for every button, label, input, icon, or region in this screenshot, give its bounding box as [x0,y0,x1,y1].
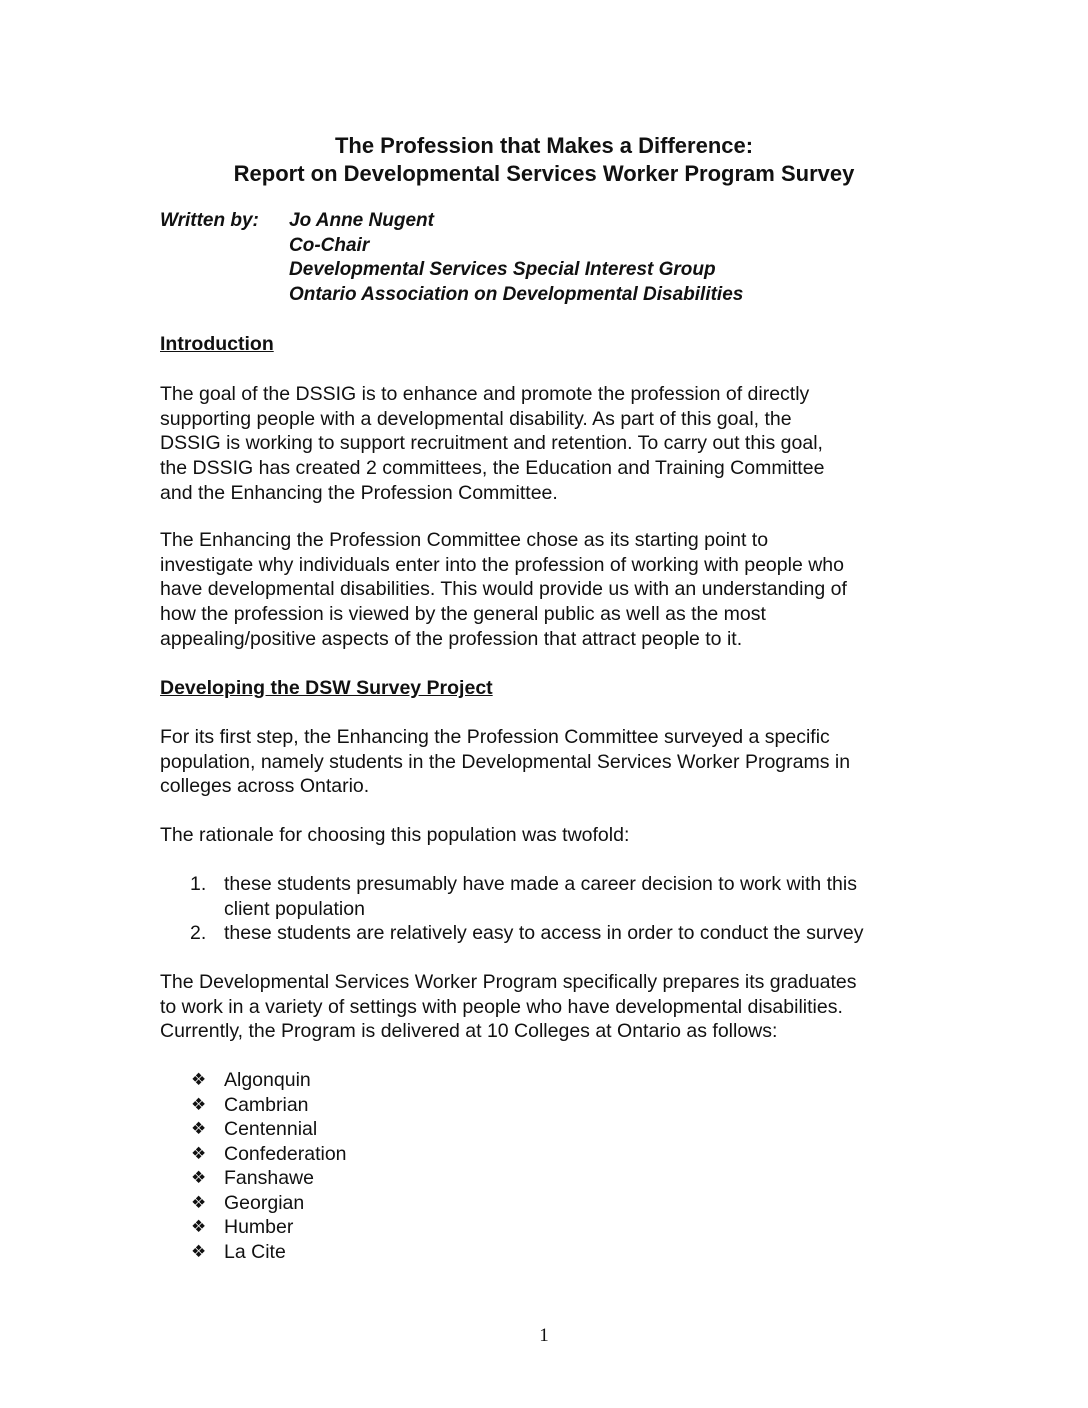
text-line: supporting people with a developmental disability. As part of this goal, the [160,407,792,430]
college-name: Cambrian [224,1093,309,1116]
list-item-text: client population [224,897,365,920]
author-group: Developmental Services Special Interest Group [289,259,716,281]
author-role: Co-Chair [289,234,370,256]
diamond-bullet-icon: ❖ [191,1070,207,1090]
list-item [190,872,864,921]
text-line: to work in a variety of settings with people who have developmental disabilities. [160,995,843,1018]
introduction-paragraph-2 [160,528,940,652]
developing-paragraph-3 [160,970,940,1044]
list-item [191,1117,347,1142]
list-item-text: these students presumably have made a career decision to work with this [224,873,857,895]
text-line: DSSIG is working to support recruitment and retention. To carry out this goal, [160,432,823,455]
text-line: Currently, the Program is delivered at 10 Colleges at Ontario as follows: [160,1020,778,1043]
diamond-bullet-icon: ❖ [191,1094,207,1115]
college-name: Confederation [224,1142,347,1165]
diamond-bullet-icon: ❖ [191,1119,207,1139]
list-item [191,1240,347,1265]
list-item [191,1191,347,1216]
colleges-bullet-list [191,1068,347,1264]
list-item [191,1093,347,1118]
author-association: Ontario Association on Developmental Disabilities [289,284,744,306]
list-item [191,1215,347,1240]
document-title-line2: Report on Developmental Services Worker Program Survey [233,161,855,186]
author-name: Jo Anne Nugent [289,210,434,231]
diamond-bullet-icon: ❖ [191,1168,207,1188]
list-item [191,1142,347,1167]
diamond-bullet-icon: ❖ [191,1217,207,1237]
text-line: have developmental disabilities. This would provide us with an understanding of [160,578,847,601]
diamond-bullet-icon: ❖ [191,1143,207,1164]
text-line: colleges across Ontario. [160,775,370,798]
text-line: The rationale for choosing this population was twofold: [160,824,630,846]
text-line: The goal of the DSSIG is to enhance and promote the profession of directly [160,383,810,405]
rationale-numbered-list [190,872,864,946]
text-line: and the Enhancing the Profession Committee. [160,481,558,504]
college-name: Fanshawe [224,1167,314,1189]
text-line: population, namely students in the Developmental Services Worker Programs in [160,750,851,773]
text-line: investigate why individuals enter into the profession of working with people who [160,553,844,576]
list-item [191,1166,347,1191]
diamond-bullet-icon: ❖ [191,1241,207,1262]
diamond-bullet-icon: ❖ [191,1192,207,1213]
text-line: The Developmental Services Worker Program specifically prepares its graduates [160,971,857,993]
page-number: 1 [539,1325,549,1346]
author-label: Written by: [160,210,259,231]
text-line: appealing/positive aspects of the profession that attract people to it. [160,627,743,650]
college-name: Centennial [224,1118,318,1140]
college-name: Georgian [224,1191,305,1214]
document-title-line1: The Profession that Makes a Difference: [334,133,754,158]
list-item [191,1068,347,1093]
text-line: The Enhancing the Profession Committee chose as its starting point to [160,529,769,551]
list-item-number: 1. [190,873,207,895]
author-lines [289,209,743,308]
list-item [190,921,864,946]
college-name: La Cite [224,1240,286,1263]
list-item-text: these students are relatively easy to access in order to conduct the survey [224,922,864,945]
developing-heading: Developing the DSW Survey Project [160,677,493,699]
introduction-heading: Introduction [160,333,274,355]
developing-paragraph-1 [160,725,940,799]
text-line: how the profession is viewed by the general public as well as the most [160,603,766,626]
college-name: Algonquin [224,1069,311,1091]
developing-paragraph-2 [160,823,940,848]
college-name: Humber [224,1216,294,1238]
text-line: For its first step, the Enhancing the Profession Committee surveyed a specific [160,726,830,748]
text-line: the DSSIG has created 2 committees, the Education and Training Committee [160,457,825,480]
list-item-number: 2. [190,922,207,945]
introduction-paragraph-1 [160,382,940,506]
